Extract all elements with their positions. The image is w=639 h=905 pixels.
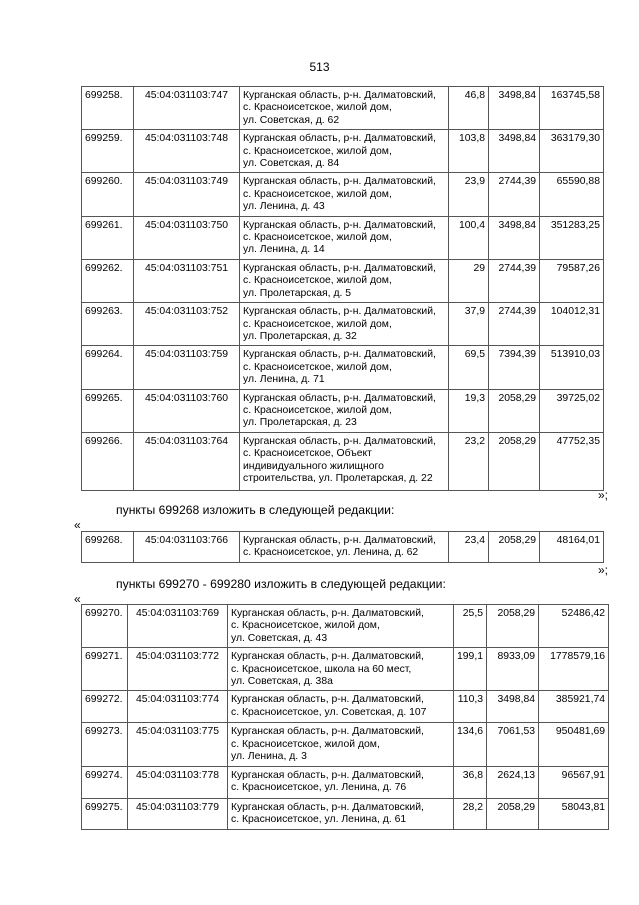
amendment-paragraph: пункты 699268 изложить в следующей редакции: bbox=[116, 503, 395, 517]
page-number: 513 bbox=[309, 60, 330, 74]
row-number-cell: 699268. bbox=[82, 532, 134, 563]
address-line: Курганская область, р-н. Далматовский, bbox=[243, 435, 436, 447]
address-line: с. Красноисетское, Объект bbox=[243, 448, 372, 460]
opening-quote: « bbox=[74, 592, 81, 606]
address-line: Курганская область, р-н. Далматовский, bbox=[243, 535, 436, 546]
table-row bbox=[82, 130, 604, 173]
total-value-cell: 79587,26 bbox=[540, 259, 604, 302]
address-line: ул. Ленина, д. 3 bbox=[231, 751, 307, 763]
row-number-cell: 699259. bbox=[82, 130, 134, 173]
address-line: ул. Советская, д. 38а bbox=[231, 676, 333, 688]
address-line: ул. Ленина, д. 71 bbox=[243, 374, 325, 386]
address-line: с. Красноисетское, ул. Ленина, д. 62 bbox=[243, 547, 419, 559]
cadastral-number-cell: 45:04:031103:772 bbox=[128, 648, 228, 691]
address-line: Курганская область, р-н. Далматовский, bbox=[231, 651, 424, 663]
address-line: с. Красноисетское, жилой дом, bbox=[243, 361, 392, 373]
address-line: с. Красноисетское, жилой дом, bbox=[243, 404, 392, 416]
row-number-cell: 699262. bbox=[82, 259, 134, 302]
total-value-cell: 163745,58 bbox=[540, 87, 604, 130]
address-line: ул. Пролетарская, д. 23 bbox=[243, 417, 357, 429]
table-row bbox=[82, 432, 604, 490]
row-number-cell: 699261. bbox=[82, 216, 134, 259]
price-cell: 3498,84 bbox=[489, 87, 540, 130]
property-table-1 bbox=[81, 86, 604, 491]
address-line: ул. Пролетарская, д. 5 bbox=[243, 287, 352, 299]
total-value-cell: 363179,30 bbox=[540, 130, 604, 173]
row-number-cell: 699263. bbox=[82, 303, 134, 346]
price-cell: 7394,39 bbox=[489, 346, 540, 389]
amendment-paragraph: пункты 699270 - 699280 изложить в следующей редакции: bbox=[116, 577, 446, 591]
total-value-cell: 47752,35 bbox=[540, 432, 604, 490]
price-cell: 3498,84 bbox=[489, 130, 540, 173]
address-line: с. Красноисетское, жилой дом, bbox=[231, 620, 380, 632]
table-row bbox=[82, 605, 609, 648]
row-number-cell: 699273. bbox=[82, 723, 128, 766]
address-cell bbox=[240, 432, 449, 490]
cadastral-number-cell: 45:04:031103:749 bbox=[134, 173, 240, 216]
address-line: Курганская область, р-н. Далматовский, bbox=[243, 349, 436, 361]
area-cell: 199,1 bbox=[454, 648, 487, 691]
table-row bbox=[82, 389, 604, 432]
address-line: ул. Ленина, д. 14 bbox=[243, 244, 325, 256]
row-number-cell: 699260. bbox=[82, 173, 134, 216]
area-cell: 25,5 bbox=[454, 605, 487, 648]
total-value-cell: 48164,01 bbox=[540, 532, 604, 563]
table-row bbox=[82, 216, 604, 259]
address-cell bbox=[240, 346, 449, 389]
table-row bbox=[82, 691, 609, 723]
area-cell: 69,5 bbox=[449, 346, 489, 389]
table-row bbox=[82, 723, 609, 766]
total-value-cell: 1778579,16 bbox=[539, 648, 609, 691]
price-cell: 7061,53 bbox=[487, 723, 539, 766]
address-cell bbox=[240, 130, 449, 173]
address-cell bbox=[228, 766, 454, 798]
cadastral-number-cell: 45:04:031103:760 bbox=[134, 389, 240, 432]
total-value-cell: 96567,91 bbox=[539, 766, 609, 798]
address-line: с. Красноисетское, жилой дом, bbox=[243, 232, 392, 244]
row-number-cell: 699272. bbox=[82, 691, 128, 723]
address-line: Курганская область, р-н. Далматовский, bbox=[243, 90, 436, 101]
total-value-cell: 513910,03 bbox=[540, 346, 604, 389]
closing-quote: »; bbox=[598, 488, 609, 502]
address-cell bbox=[240, 389, 449, 432]
table-body bbox=[82, 605, 609, 830]
total-value-cell: 65590,88 bbox=[540, 173, 604, 216]
cadastral-number-cell: 45:04:031103:747 bbox=[134, 87, 240, 130]
address-cell bbox=[240, 173, 449, 216]
table-row bbox=[82, 87, 604, 130]
address-cell bbox=[228, 691, 454, 723]
address-line: с. Красноисетское, жилой дом, bbox=[231, 738, 380, 750]
row-number-cell: 699275. bbox=[82, 798, 128, 829]
address-cell bbox=[240, 87, 449, 130]
address-line: с. Красноисетское, жилой дом, bbox=[243, 188, 392, 200]
table-body bbox=[82, 87, 604, 491]
address-line: Курганская область, р-н. Далматовский, bbox=[243, 219, 436, 231]
price-cell: 3498,84 bbox=[489, 216, 540, 259]
table-row bbox=[82, 648, 609, 691]
price-cell: 2058,29 bbox=[489, 432, 540, 490]
address-line: Курганская область, р-н. Далматовский, bbox=[243, 306, 436, 318]
price-cell: 2624,13 bbox=[487, 766, 539, 798]
address-line: Курганская область, р-н. Далматовский, bbox=[243, 262, 436, 274]
row-number-cell: 699265. bbox=[82, 389, 134, 432]
table-row bbox=[82, 798, 609, 829]
address-line: с. Красноисетское, жилой дом, bbox=[243, 275, 392, 287]
address-line: ул. Советская, д. 84 bbox=[243, 158, 340, 170]
cadastral-number-cell: 45:04:031103:751 bbox=[134, 259, 240, 302]
area-cell: 46,8 bbox=[449, 87, 489, 130]
price-cell: 2058,29 bbox=[489, 389, 540, 432]
area-cell: 23,9 bbox=[449, 173, 489, 216]
cadastral-number-cell: 45:04:031103:774 bbox=[128, 691, 228, 723]
address-line: Курганская область, р-н. Далматовский, bbox=[243, 176, 436, 188]
table-row bbox=[82, 303, 604, 346]
address-cell bbox=[240, 216, 449, 259]
price-cell: 3498,84 bbox=[487, 691, 539, 723]
address-cell bbox=[240, 303, 449, 346]
row-number-cell: 699264. bbox=[82, 346, 134, 389]
row-number-cell: 699271. bbox=[82, 648, 128, 691]
area-cell: 28,2 bbox=[454, 798, 487, 829]
area-cell: 37,9 bbox=[449, 303, 489, 346]
table-row bbox=[82, 346, 604, 389]
total-value-cell: 52486,42 bbox=[539, 605, 609, 648]
address-cell bbox=[240, 532, 449, 563]
price-cell: 2058,29 bbox=[489, 532, 540, 563]
total-value-cell: 104012,31 bbox=[540, 303, 604, 346]
total-value-cell: 39725,02 bbox=[540, 389, 604, 432]
address-cell bbox=[228, 723, 454, 766]
address-line: ул. Советская, д. 43 bbox=[231, 632, 328, 644]
address-line: ул. Ленина, д. 43 bbox=[243, 201, 325, 213]
cadastral-number-cell: 45:04:031103:766 bbox=[134, 532, 240, 563]
area-cell: 134,6 bbox=[454, 723, 487, 766]
address-line: с. Красноисетское, школа на 60 мест, bbox=[231, 663, 412, 675]
price-cell: 2058,29 bbox=[487, 798, 539, 829]
address-line: с. Красноисетское, ул. Ленина, д. 61 bbox=[231, 814, 407, 826]
table-row bbox=[82, 259, 604, 302]
opening-quote: « bbox=[74, 518, 81, 532]
table-body bbox=[82, 532, 604, 563]
area-cell: 100,4 bbox=[449, 216, 489, 259]
property-table-2 bbox=[81, 531, 604, 563]
table-row bbox=[82, 173, 604, 216]
property-table-3 bbox=[81, 604, 609, 830]
table-row bbox=[82, 766, 609, 798]
address-line: строительства, ул. Пролетарская, д. 22 bbox=[243, 472, 433, 484]
area-cell: 19,3 bbox=[449, 389, 489, 432]
table-row bbox=[82, 532, 604, 563]
closing-quote: »; bbox=[598, 563, 609, 577]
cadastral-number-cell: 45:04:031103:759 bbox=[134, 346, 240, 389]
row-number-cell: 699266. bbox=[82, 432, 134, 490]
area-cell: 23,2 bbox=[449, 432, 489, 490]
cadastral-number-cell: 45:04:031103:748 bbox=[134, 130, 240, 173]
address-line: ул. Советская, д. 62 bbox=[243, 114, 340, 126]
area-cell: 103,8 bbox=[449, 130, 489, 173]
cadastral-number-cell: 45:04:031103:752 bbox=[134, 303, 240, 346]
address-line: Курганская область, р-н. Далматовский, bbox=[231, 726, 424, 738]
address-line: с. Красноисетское, жилой дом, bbox=[243, 318, 392, 330]
row-number-cell: 699274. bbox=[82, 766, 128, 798]
total-value-cell: 351283,25 bbox=[540, 216, 604, 259]
address-line: Курганская область, р-н. Далматовский, bbox=[231, 608, 424, 619]
price-cell: 8933,09 bbox=[487, 648, 539, 691]
address-line: индивидуального жилищного bbox=[243, 460, 384, 472]
address-cell bbox=[228, 605, 454, 648]
address-cell bbox=[228, 648, 454, 691]
address-line: ул. Пролетарская, д. 32 bbox=[243, 330, 357, 342]
address-line: Курганская область, р-н. Далматовский, bbox=[243, 392, 436, 404]
address-line: Курганская область, р-н. Далматовский, bbox=[243, 133, 436, 145]
address-line: с. Красноисетское, жилой дом, bbox=[243, 102, 392, 114]
cadastral-number-cell: 45:04:031103:778 bbox=[128, 766, 228, 798]
price-cell: 2744,39 bbox=[489, 259, 540, 302]
address-cell bbox=[240, 259, 449, 302]
address-line: с. Красноисетское, ул. Ленина, д. 76 bbox=[231, 782, 407, 794]
area-cell: 29 bbox=[449, 259, 489, 302]
cadastral-number-cell: 45:04:031103:779 bbox=[128, 798, 228, 829]
address-line: Курганская область, р-н. Далматовский, bbox=[231, 801, 424, 813]
address-line: с. Красноисетское, жилой дом, bbox=[243, 145, 392, 157]
address-line: Курганская область, р-н. Далматовский, bbox=[231, 694, 424, 706]
cadastral-number-cell: 45:04:031103:769 bbox=[128, 605, 228, 648]
price-cell: 2058,29 bbox=[487, 605, 539, 648]
row-number-cell: 699258. bbox=[82, 87, 134, 130]
total-value-cell: 385921,74 bbox=[539, 691, 609, 723]
total-value-cell: 58043,81 bbox=[539, 798, 609, 829]
address-line: Курганская область, р-н. Далматовский, bbox=[231, 769, 424, 781]
area-cell: 23,4 bbox=[449, 532, 489, 563]
row-number-cell: 699270. bbox=[82, 605, 128, 648]
total-value-cell: 950481,69 bbox=[539, 723, 609, 766]
cadastral-number-cell: 45:04:031103:764 bbox=[134, 432, 240, 490]
price-cell: 2744,39 bbox=[489, 303, 540, 346]
address-line: с. Красноисетское, ул. Советская, д. 107 bbox=[231, 706, 427, 718]
area-cell: 110,3 bbox=[454, 691, 487, 723]
address-cell bbox=[228, 798, 454, 829]
cadastral-number-cell: 45:04:031103:775 bbox=[128, 723, 228, 766]
price-cell: 2744,39 bbox=[489, 173, 540, 216]
area-cell: 36,8 bbox=[454, 766, 487, 798]
cadastral-number-cell: 45:04:031103:750 bbox=[134, 216, 240, 259]
